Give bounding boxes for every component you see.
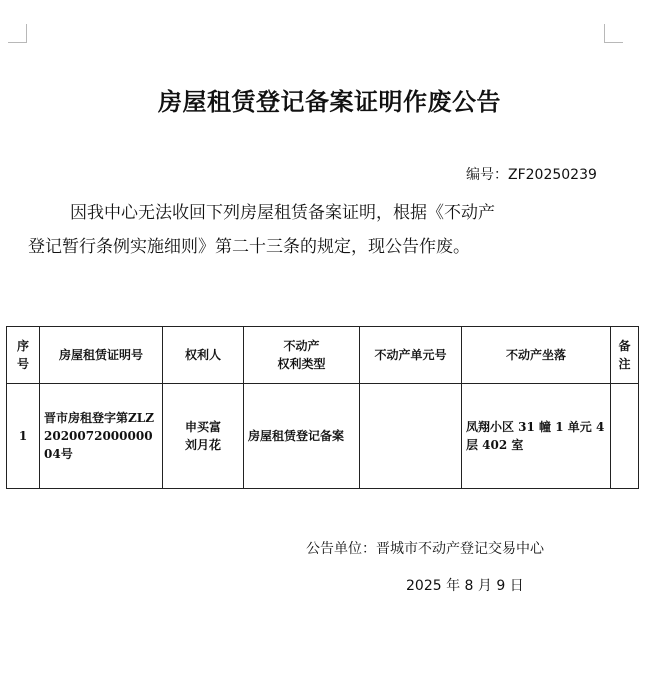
page-title: 房屋租赁登记备案证明作废公告 — [158, 87, 501, 116]
header-certificate-number: 房屋租赁证明号 — [40, 327, 163, 384]
header-owner: 权利人 — [163, 327, 244, 384]
publish-date: 2025 年 8 月 9 日 — [406, 578, 524, 594]
table-row — [7, 384, 639, 489]
notice-paragraph — [28, 196, 618, 264]
header-unit-number: 不动产单元号 — [360, 327, 462, 384]
publisher: 公告单位：晋城市不动产登记交易中心 — [306, 541, 544, 557]
paragraph-line-1 — [28, 196, 618, 230]
header-seq: 序号 — [7, 327, 40, 384]
cell-remark — [611, 384, 639, 489]
cell-right-type: 房屋租赁登记备案 — [244, 384, 360, 489]
header-right-type — [244, 327, 360, 384]
header-right-type-line-2: 权利类型 — [277, 357, 326, 371]
owner-name-2: 刘月花 — [184, 438, 221, 452]
cell-owner — [163, 384, 244, 489]
paragraph-line-2: 登记暂行条例实施细则》第二十三条的规定，现公告作废。 — [28, 237, 470, 257]
header-remark: 备注 — [611, 327, 639, 384]
paragraph-line-1-text: 因我中心无法收回下列房屋租赁备案证明，根据《不动产 — [70, 203, 495, 223]
cell-location: 凤翔小区 31 幢 1 单元 4 层 402 室 — [462, 384, 611, 489]
crop-mark-top-left — [8, 24, 27, 43]
cell-seq: 1 — [7, 384, 40, 489]
table-header-row — [7, 327, 639, 384]
document-number: 编号：ZF20250239 — [466, 167, 597, 183]
cell-unit-number — [360, 384, 462, 489]
owner-name-1: 申买富 — [184, 420, 221, 434]
cell-certificate-number: 晋市房租登字第ZLZ202007200000004号 — [40, 384, 163, 489]
header-location: 不动产坐落 — [462, 327, 611, 384]
header-right-type-line-1: 不动产 — [283, 339, 320, 353]
crop-mark-top-right — [604, 24, 623, 43]
void-certificate-table — [6, 326, 639, 489]
